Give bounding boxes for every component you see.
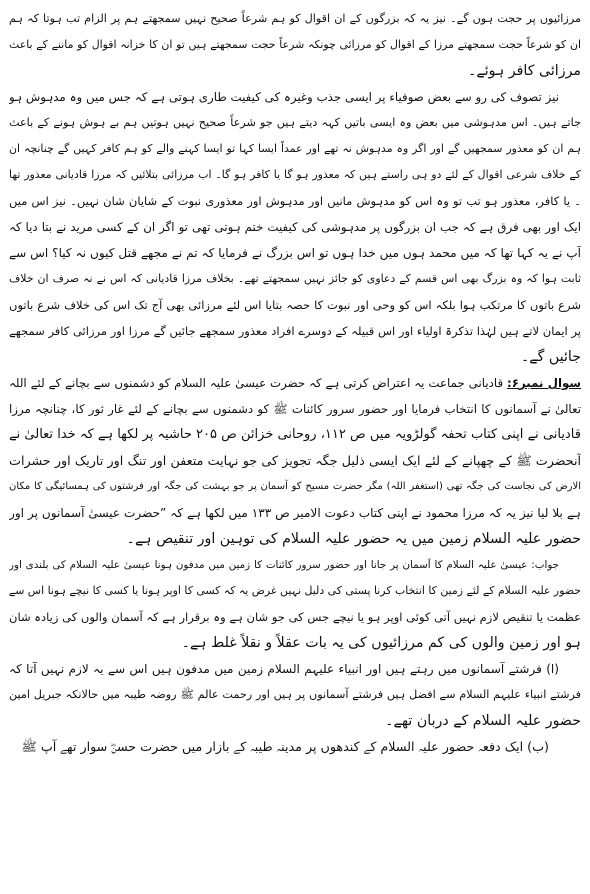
text-line — [9, 32, 581, 58]
line-text: کے خلاف شرعی اقوال کے لئے دو ہی راستے ہیں کہ معذور ہو گا یا کافر ہو گا۔ اب مرزائی بتلائیں کہ مرزا قادیانی معذور تھا — [9, 168, 581, 181]
line-text: مرزائی کافر ہوئے۔ — [468, 63, 581, 79]
line-text: ان کو شرعاً حجت سمجھتے مرزا کے اقوال کو مرزائی چونکہ شرعاً حجت سمجھتے ہیں تو ان کا خزانہ اقوال کو ماننے کے باعث — [9, 38, 581, 51]
line-text: تعالیٰ نے آسمانوں کا انتخاب فرمایا اور حضور سرور کائنات ﷺ کو دشمنوں سے بچانے کے لئے غار ثور کا، چنانچہ مرزا — [9, 402, 581, 416]
line-text: عظمت یا تنقیص لازم نہیں آتی کوئی اوپر ہو یا نیچے جس کی جو شان ہے وہ برقرار ہے کہ آسمان والوں کی زیادہ شان — [9, 610, 581, 624]
line-text: الارض کی نجاست کی جگہ تھی (استغفر اللہ) مگر حضرت مسیح کو آسمان پر جو بہشت کی جگہ اور فرشتوں کی ہمسائیگی کا مکان — [9, 481, 581, 492]
paragraph — [9, 84, 581, 370]
text-line — [9, 682, 581, 708]
line-text: نیز تصوف کی رو سے بعض صوفیاء پر ایسی جذب وغیرہ کی کیفیت طاری ہوتی ہے کہ جس میں وہ مدہوش ہو — [9, 90, 559, 104]
text-line — [9, 110, 581, 136]
line-text: آپ نے یہ کہا تھا کہ میں محمد ہوں میں خدا ہوں تو اس بزرگ نے فرمایا کہ تم نے مجھے قتل کیوں نہ کیا؟ اس سے — [9, 246, 581, 260]
text-line — [9, 396, 581, 422]
text-line — [9, 474, 581, 500]
line-text: (ا) فرشتے آسمانوں میں رہتے ہیں اور انبیاء علیہم السلام زمین میں مدفون ہیں اس سے یہ لازم نہیں آتا کہ — [9, 662, 559, 676]
text-line — [9, 6, 581, 32]
line-text: قادیانی نے اپنی کتاب تحفہ گولڑویہ میں ص ۱۱۲، روحانی خزائن ص ۲۰۵ حاشیہ پر لکھا ہے کہ خدا تعالیٰ نے — [9, 427, 581, 442]
text-line — [9, 136, 581, 162]
line-text: پر ایمان لاتے ہیں لہٰذا تذکرۃ اولیاء اور اس قبیلہ کے دوسرے افراد معذور سمجھے جائیں گے مرزا اور مرزائی کافر سمجھے — [9, 324, 581, 338]
text-line — [9, 318, 581, 344]
paragraph — [9, 552, 581, 656]
paragraph — [9, 734, 581, 760]
text-line — [9, 84, 581, 110]
text-line — [9, 448, 581, 474]
text-line — [9, 214, 581, 240]
paragraph — [9, 370, 581, 552]
text-line — [9, 162, 581, 188]
line-text: ثابت ہوا کہ وہ بزرگ بھی اس قسم کے دعاوی کو جائز نہیں سمجھتے تھے۔ بخلاف مرزا قادیانی کہ اس نے نہ صرف ان خلاف — [9, 272, 581, 285]
line-text: فرشتے انبیاء علیہم السلام سے افضل ہیں فرشتے آسمانوں پر ہیں اور رحمت عالم ﷺ روضہ طیبہ میں حالانکہ جبریل امین — [9, 688, 581, 701]
paragraph — [9, 656, 581, 734]
line-text: ایک اور بھی فرق ہے کہ جب ان بزرگوں پر مدہوشی کی کیفیت ختم ہوتی تھی تو اگر ان کے کسی مرید نے بتا دیا کہ — [9, 220, 581, 234]
line-text: ہے بلا لیا نیز یہ کہ مرزا محمود نے اپنی کتاب دعوت الامیر ص ۱۳۳ میں لکھا ہے کہ ”حضرت عیسیٰ آسمانوں پر اور — [9, 506, 581, 520]
text-line — [9, 344, 581, 370]
text-line — [9, 370, 581, 396]
text-line — [9, 240, 581, 266]
text-line — [9, 656, 581, 682]
text-line — [9, 188, 581, 214]
text-line — [9, 266, 581, 292]
line-text: ہم ان کو معذور سمجھیں گے اور اگر وہ مدہوش نہ تھے اور عمداً ایسا کہا تو ایسا کہنے والے کو ہم کافر کہیں گے چنانچہ ان — [9, 142, 581, 155]
line-text: ہو اور زمین والوں کی کم مرزائیوں کی یہ بات عقلاً و نقلاً غلط ہے۔ — [181, 635, 581, 651]
text-line — [9, 292, 581, 318]
line-text: حضور علیہ السلام کے لئے زمین کا انتخاب کرنا پستی کی دلیل نہیں غرض یہ کہ کسی کا اوپر ہونا یا کسی کا نیچے ہونا اس سے — [9, 584, 581, 597]
text-line — [9, 604, 581, 630]
text-line — [9, 552, 581, 578]
line-text: قادیانی جماعت یہ اعتراض کرتی ہے کہ حضرت عیسیٰ علیہ السلام کو دشمنوں سے بچانے کے لئے اللہ — [9, 376, 504, 390]
line-text: حضور علیہ السلام کے دربان تھے۔ — [385, 713, 581, 729]
text-line — [9, 422, 581, 448]
line-text: حضور علیہ السلام زمین میں یہ حضور علیہ السلام کی توہین اور تنقیص ہے۔ — [126, 531, 581, 547]
line-text: ۔ یا کافر، معذور ہو تب تو وہ اس کو مدہوش مانیں اور مدہوش اور معذوری نبوت کے شایان شان نہیں۔ نیز اس میں — [9, 194, 581, 208]
line-text: شرع باتوں کا مرتکب ہوا بلکہ اس کو وحی اور نبوت کا حصہ بتایا اس لئے مرزائی بھی آج تک اس کی خلاف شرع باتوں — [9, 298, 581, 312]
text-line — [9, 578, 581, 604]
text-line — [9, 500, 581, 526]
line-text: جاتے ہیں۔ اس مدہوشی میں بعض وہ ایسی باتیں کہہ دیتے ہیں جو شرعاً صحیح نہیں ہوتیں ہم بے ہوش ہونے کے باعث — [9, 116, 581, 129]
paragraph — [9, 6, 581, 84]
text-line — [9, 526, 581, 552]
question-heading: سوال نمبر۶: — [507, 376, 581, 390]
text-line — [9, 708, 581, 734]
line-text: (ب) ایک دفعہ حضور علیہ السلام کے کندھوں پر مدینہ طیبہ کے بازار میں حضرت حسنؓ سوار تھے آپ ﷺ — [21, 739, 549, 754]
line-text: جائیں گے۔ — [520, 349, 581, 365]
line-text: جواب: عیسیٰ علیہ السلام کا آسمان پر جانا اور حضور سرور کائنات کا زمین میں مدفون ہونا عیسیٰ علیہ السلام کی بلندی اور — [9, 559, 559, 571]
text-line — [9, 58, 581, 84]
text-line — [9, 734, 581, 760]
line-text: مرزائیوں پر حجت ہوں گے۔ نیز یہ کہ بزرگوں کے ان اقوال کو ہم شرعاً صحیح نہیں سمجھتے ہم پر الزام تب ہوتا کہ ہم — [9, 12, 581, 25]
line-text: آنحضرت ﷺ کے چھپانے کے لئے ایک ایسی ذلیل جگہ تجویز کی جو نہایت متعفن اور تنگ اور تاریک اور حشرات — [9, 453, 581, 468]
text-line — [9, 630, 581, 656]
